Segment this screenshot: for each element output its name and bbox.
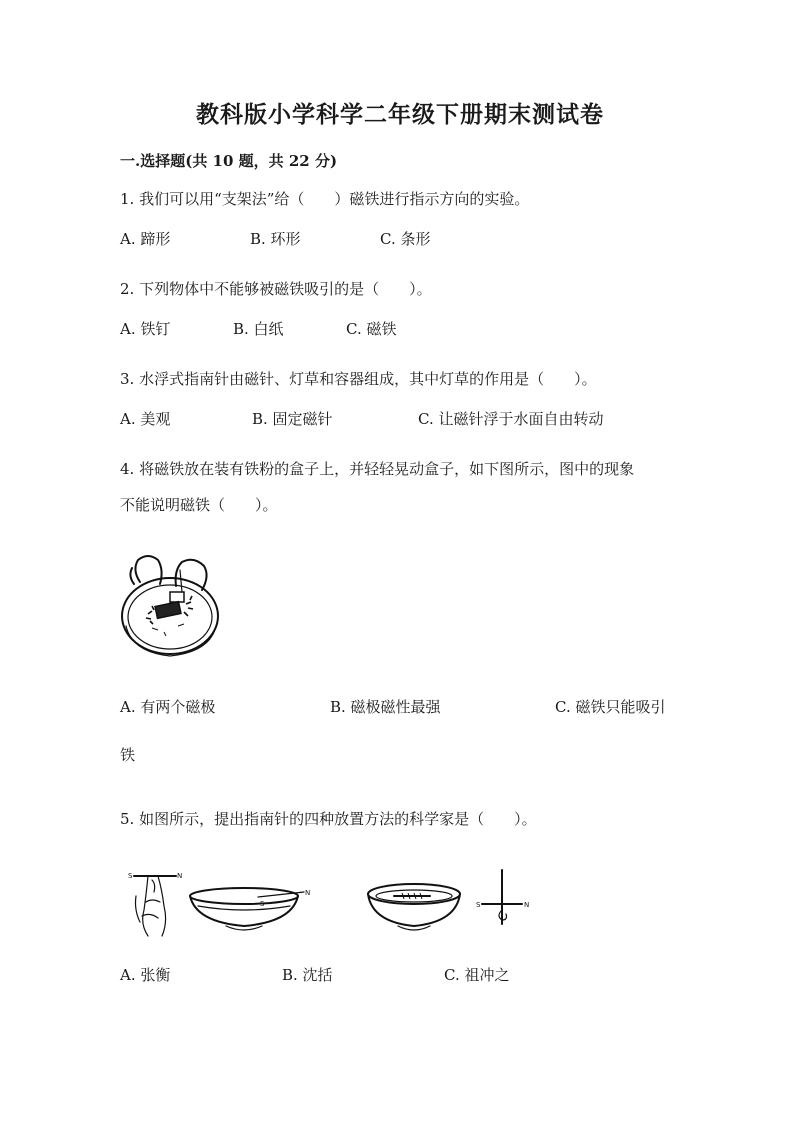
question-3-stem: 3. 水浮式指南针由磁针、灯草和容器组成，其中灯草的作用是（ ）。 (120, 370, 597, 388)
question-2-option-b: B. 白纸 (233, 320, 284, 338)
question-3-option-a: A. 美观 (120, 410, 171, 428)
section-heading: 一.选择题(共 10 题，共 22 分) (120, 152, 338, 170)
question-1-option-b: B. 环形 (250, 230, 301, 248)
question-4-option-c-wrap: 铁 (120, 746, 136, 764)
label-n: N (177, 872, 183, 880)
compass-fingernail-figure (128, 866, 182, 938)
magnet-iron-filings-figure (118, 548, 223, 660)
question-1-option-c: C. 条形 (380, 230, 431, 248)
label-n: N (305, 889, 311, 897)
question-4-option-c: C. 磁铁只能吸引 (555, 698, 666, 716)
question-5-option-c: C. 祖冲之 (444, 966, 510, 984)
label-s: S (476, 901, 481, 909)
question-4-stem-line-1: 4. 将磁铁放在装有铁粉的盒子上，并轻轻晃动盒子，如下图所示，图中的现象 (120, 460, 635, 478)
page-title: 教科版小学科学二年级下册期末测试卷 (196, 101, 604, 128)
question-1-option-a: A. 蹄形 (120, 230, 171, 248)
question-5-stem: 5. 如图所示，提出指南针的四种放置方法的科学家是（ ）。 (120, 810, 537, 828)
question-2-stem: 2. 下列物体中不能够被磁铁吸引的是（ ）。 (120, 280, 432, 298)
compass-suspended-thread-figure (474, 870, 530, 932)
question-5-option-b: B. 沈括 (282, 966, 333, 984)
question-2-option-c: C. 磁铁 (346, 320, 397, 338)
question-3-option-c: C. 让磁针浮于水面自由转动 (418, 410, 604, 428)
question-2-option-a: A. 铁钉 (120, 320, 171, 338)
question-1-stem: 1. 我们可以用“支架法”给（ ）磁铁进行指示方向的实验。 (120, 190, 530, 208)
question-3-option-b: B. 固定磁针 (252, 410, 333, 428)
question-5-option-a: A. 张衡 (120, 966, 171, 984)
question-4-option-b: B. 磁极磁性最强 (330, 698, 441, 716)
compass-water-bowl-figure (364, 880, 466, 936)
question-4-option-a: A. 有两个磁极 (120, 698, 216, 716)
question-4-stem-line-2: 不能说明磁铁（ ）。 (120, 496, 278, 514)
label-n: N (524, 901, 530, 909)
label-s: S (128, 872, 133, 880)
compass-bowl-rim-figure (186, 884, 312, 934)
label-s: S (260, 900, 265, 908)
